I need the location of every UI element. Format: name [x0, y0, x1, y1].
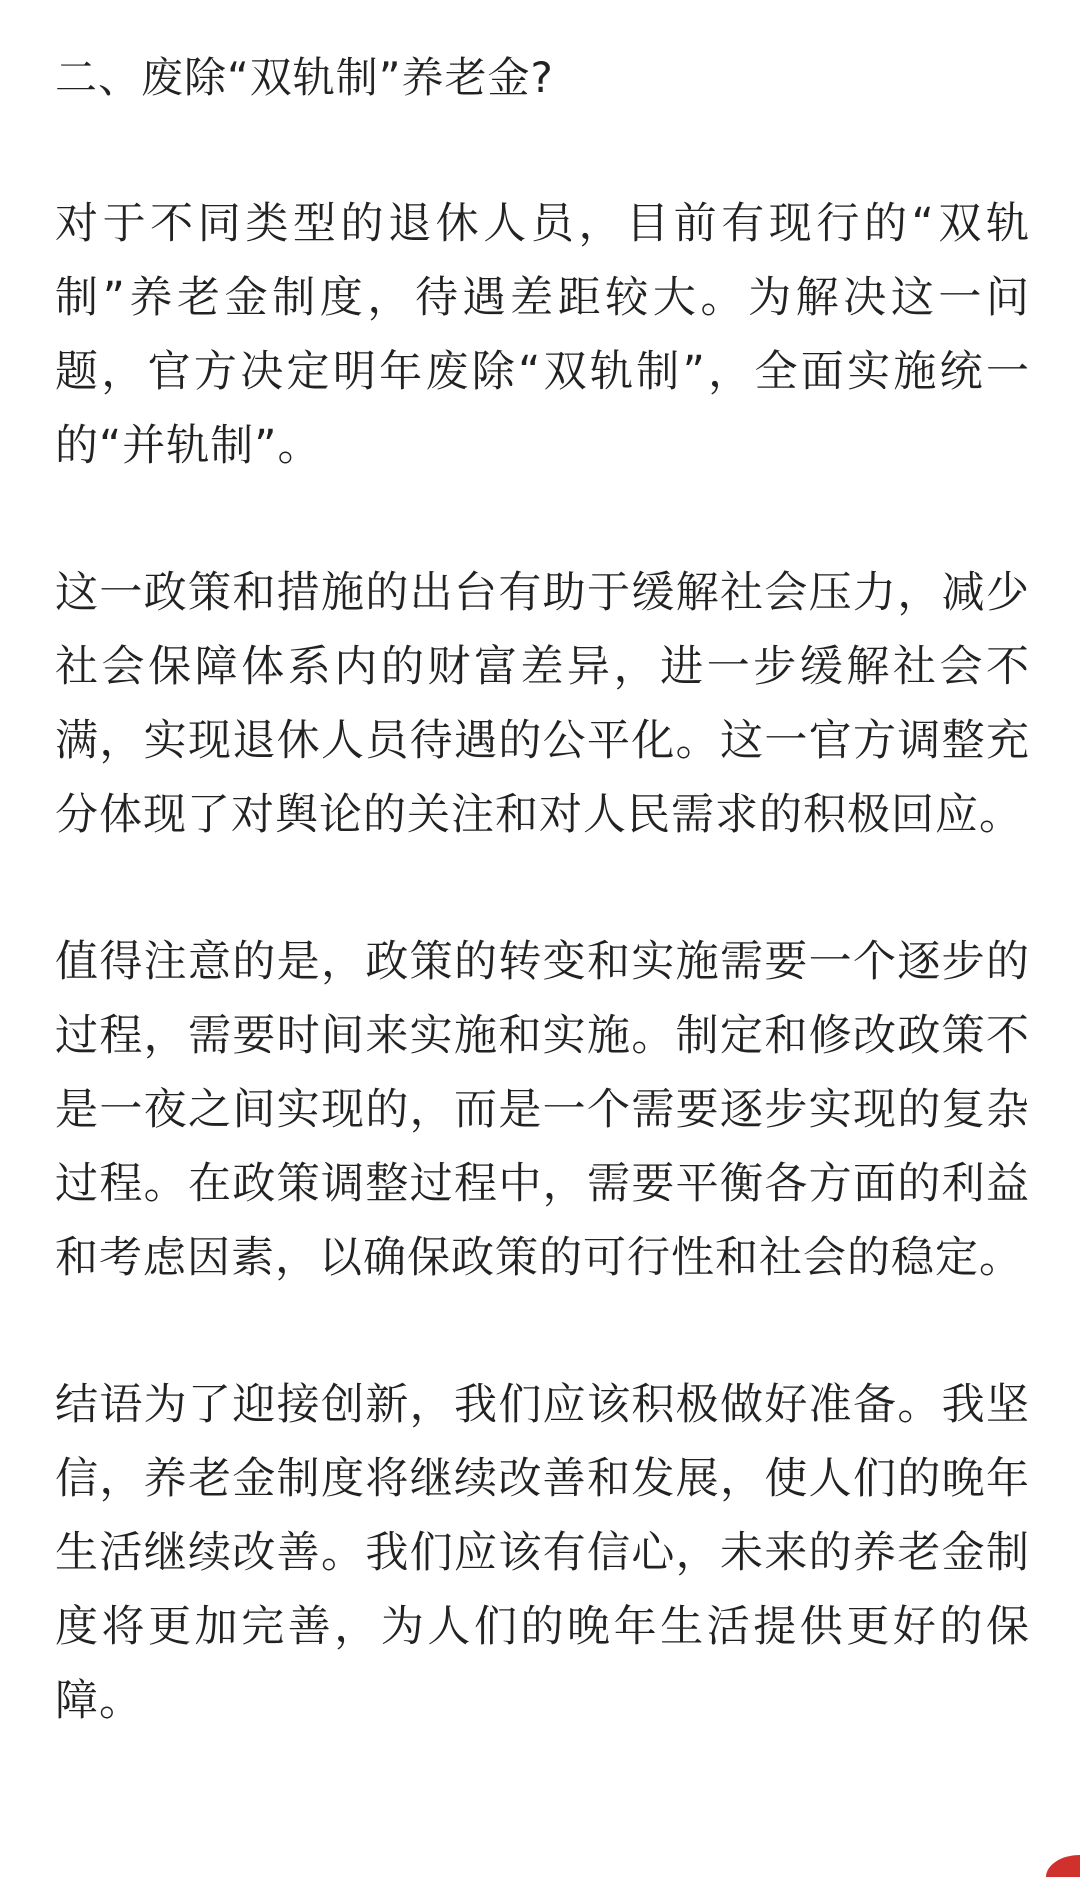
paragraph-gradual-process: 值得注意的是，政策的转变和实施需要一个逐步的过程，需要时间来实施和实施。制定和修改政策不是一夜之间实现的，而是一个需要逐步实现的复杂过程。在政策调整过程中，需要平衡各方面的利益和考虑因素，以确保政策的可行性和社会的稳定。	[55, 937, 1030, 1283]
paragraph-conclusion: 结语为了迎接创新，我们应该积极做好准备。我坚信，养老金制度将继续改善和发展，使人们的晚年生活继续改善。我们应该有信心，未来的养老金制度将更加完善，为人们的晚年生活提供更好的保障。	[55, 1380, 1030, 1726]
paragraph-policy-impact: 这一政策和措施的出台有助于缓解社会压力，减少社会保障体系内的财富差异，进一步缓解社会不满，实现退休人员待遇的公平化。这一官方调整充分体现了对舆论的关注和对人民需求的积极回应。	[55, 568, 1030, 840]
section-heading: 二、废除“双轨制”养老金?	[55, 53, 554, 102]
paragraph-dual-track: 对于不同类型的退休人员，目前有现行的“双轨制”养老金制度，待遇差距较大。为解决这一问题，官方决定明年废除“双轨制”，全面实施统一的“并轨制”。	[55, 199, 1030, 471]
article-body	[55, 42, 1030, 1738]
corner-badge	[1046, 1855, 1080, 1877]
